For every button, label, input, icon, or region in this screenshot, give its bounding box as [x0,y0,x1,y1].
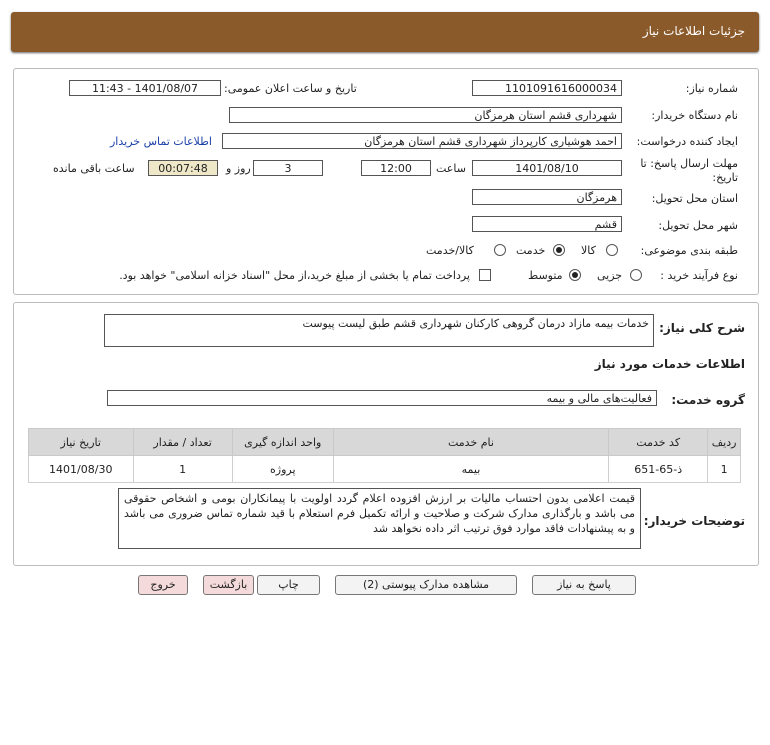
deadline-time-field: 12:00 [361,160,431,176]
view-attachments-button[interactable]: مشاهده مدارک پيوستی (2) [335,575,517,595]
col-header-service-name: نام خدمت [333,429,608,456]
process-option-medium: متوسط [528,269,563,282]
process-radio-minor[interactable] [630,269,642,281]
creator-field: احمد هوشياری کارپرداز شهرداری قشم استان هرمزگان [222,133,622,149]
buyer-contact-link[interactable]: اطلاعات تماس خريدار [110,135,212,148]
days-field: 3 [253,160,323,176]
category-radio-goods[interactable] [606,244,618,256]
category-radio-service[interactable] [553,244,565,256]
col-header-row-number: رديف [708,429,741,456]
province-field: هرمزگان [472,189,622,205]
buyer-notes-text: قيمت اعلامی بدون احتساب ماليات بر ارزش افزوده اعلام گردد اولويت با پيمانکاران بومی و اشخاص حقوقی می باشد و بارگذاری مدارک شرکت و صلاحيت و ارائه تکميل فرم استعلام با قيد شماره تماس ضروری می باشد و به پيشنهادات فاقد موارد فوق ترتيب اثر داده نخواهد شد [124,492,635,535]
services-table-wrap [28,428,741,483]
process-radio-medium[interactable] [569,269,581,281]
creator-label: ايجاد کننده درخواست: [636,135,738,148]
col-header-need-date: تاريخ نياز [29,429,134,456]
exit-button[interactable]: خروج [138,575,188,595]
province-label: استان محل تحويل: [651,192,738,205]
cell-need-date: 1401/08/30 [29,456,134,483]
service-group-field: فعاليت‌های مالی و بيمه [107,390,657,406]
cell-quantity: 1 [133,456,232,483]
buyer-notes-field [118,488,641,549]
page-header [11,12,759,52]
process-option-minor: جزيی [597,269,623,282]
process-label: نوع فرآيند خريد : [660,269,738,282]
deadline-date-field: 1401/08/10 [472,160,622,176]
treasury-payment-checkbox[interactable] [479,269,491,281]
category-option-goods-service: کالا/خدمت [426,244,474,257]
need-number-field: 1101091616000034 [472,80,622,96]
cell-service-name: بيمه [333,456,608,483]
category-radio-goods-service[interactable] [494,244,506,256]
buyer-org-label: نام دستگاه خريدار: [651,109,738,122]
description-label: شرح کلی نياز: [659,321,745,335]
treasury-payment-note: پرداخت تمام يا بخشی از مبلغ خريد،از محل "اسناد خزانه اسلامی" خواهد بود. [119,269,470,282]
page-title: جزئيات اطلاعات نياز [642,24,745,38]
buyer-org-field: شهرداری قشم استان هرمزگان [229,107,622,123]
services-section-title: اطلاعات خدمات مورد نياز [594,357,745,371]
col-header-quantity: تعداد / مقدار [133,429,232,456]
print-button[interactable]: چاپ [257,575,320,595]
remaining-label: ساعت باقی مانده [53,162,135,175]
announce-field: 1401/08/07 - 11:43 [69,80,221,96]
cell-unit: پروژه [232,456,333,483]
services-table [28,428,741,483]
days-label: روز و [226,162,251,175]
buyer-notes-label: توضيحات خريدار: [643,514,745,528]
city-field: قشم [472,216,622,232]
city-label: شهر محل تحويل: [658,219,738,232]
reply-button[interactable]: پاسخ به نياز [532,575,636,595]
col-header-service-code: کد خدمت [609,429,708,456]
announce-label: تاريخ و ساعت اعلان عمومی: [224,82,357,95]
category-label: طبقه بندی موضوعی: [640,244,738,257]
col-header-unit: واحد اندازه گيری [232,429,333,456]
cell-service-code: ذ-65-651 [609,456,708,483]
category-option-goods: کالا [581,244,596,257]
service-group-label: گروه خدمت: [671,393,745,407]
back-button[interactable]: بازگشت [203,575,254,595]
category-option-service: خدمت [516,244,546,257]
table-header-row [29,429,741,456]
remaining-time-field: 00:07:48 [148,160,218,176]
description-field [104,314,654,347]
description-text: خدمات بيمه مازاد درمان گروهی کارکنان شهرداری قشم طبق ليست پيوست [302,317,649,330]
deadline-time-label: ساعت [436,162,466,175]
table-row [29,456,741,483]
need-number-label: شماره نياز: [685,82,738,95]
cell-row-number: 1 [708,456,741,483]
deadline-label: مهلت ارسال پاسخ: تا تاريخ: [640,157,738,184]
